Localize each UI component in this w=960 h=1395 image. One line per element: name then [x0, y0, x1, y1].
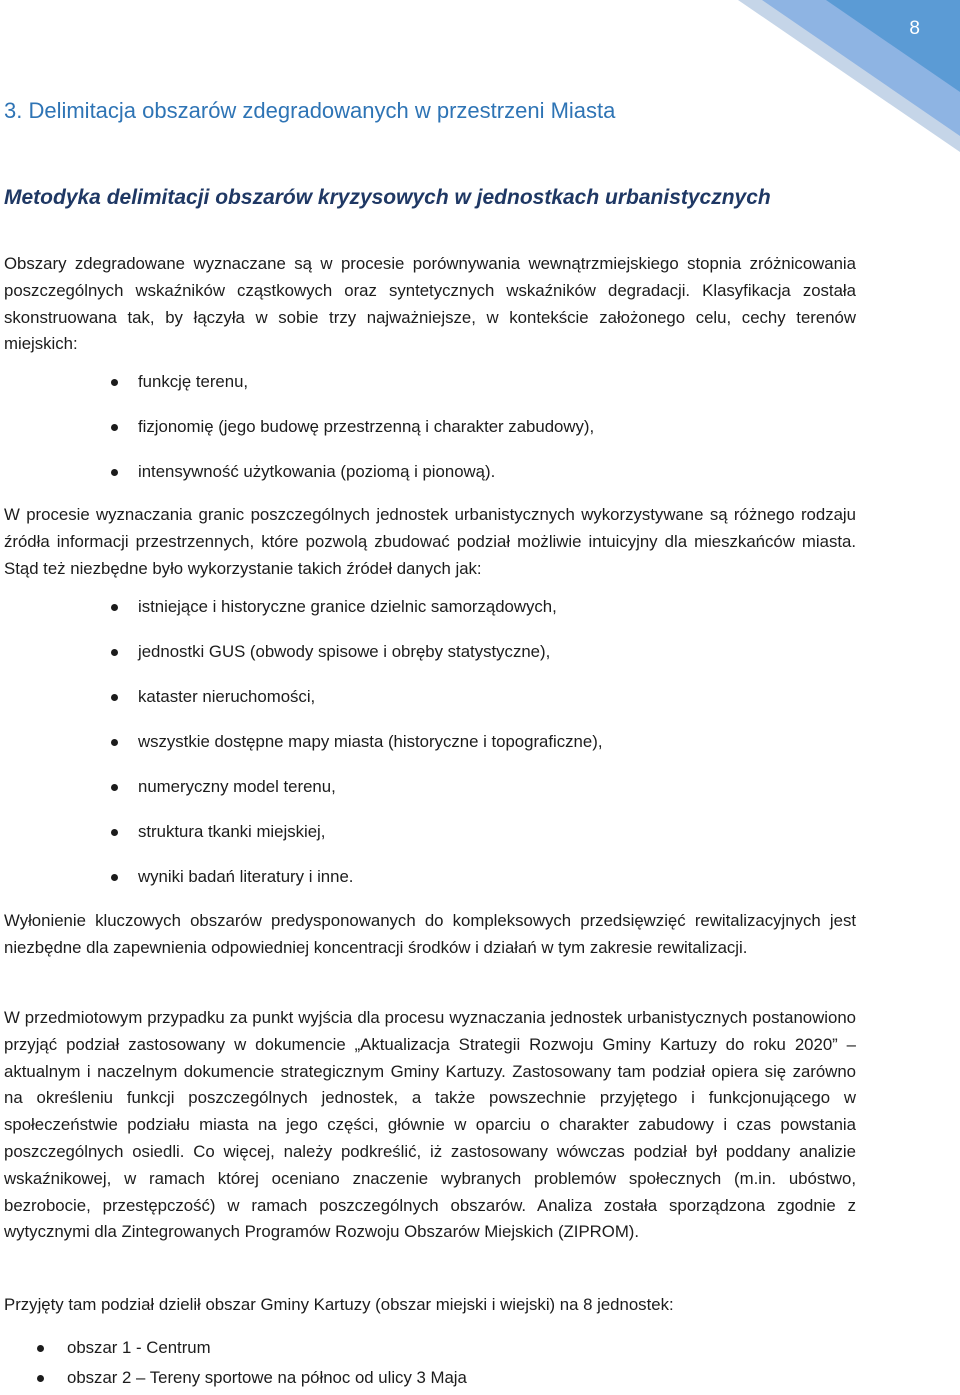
- paragraph-division: Przyjęty tam podział dzielił obszar Gminy Kartuzy (obszar miejski i wiejski) na 8 jednostek:: [4, 1295, 674, 1314]
- list-item-text: istniejące i historyczne granice dzielnic samorządowych,: [138, 597, 557, 616]
- subsection-heading: Metodyka delimitacji obszarów kryzysowych w jednostkach urbanistycznych: [4, 186, 771, 209]
- list-item-text: struktura tkanki miejskiej,: [138, 822, 326, 841]
- sources-list: [138, 594, 602, 909]
- bullet-icon: [111, 694, 118, 701]
- paragraph-key-areas: Wyłonienie kluczowych obszarów predysponowanych do kompleksowych przedsięwzięć rewitalizacyjnych jest niezbędne dla zapewnienia odpowiedniej koncentracji środków i działań w tym zakresie rewitalizacji.: [4, 911, 856, 957]
- list-item-text: funkcję terenu,: [138, 372, 249, 391]
- list-item-text: jednostki GUS (obwody spisowe i obręby statystyczne),: [138, 642, 551, 661]
- bullet-icon: [111, 739, 118, 746]
- bullet-icon: [111, 784, 118, 791]
- list-item: [138, 459, 594, 485]
- page-corner-decoration: [738, 0, 960, 152]
- list-item: [138, 684, 602, 710]
- list-item-text: obszar 1 - Centrum: [67, 1338, 211, 1357]
- list-item: [138, 819, 602, 845]
- list-item: [67, 1365, 467, 1391]
- section-heading: 3. Delimitacja obszarów zdegradowanych w przestrzeni Miasta: [4, 98, 616, 123]
- bullet-icon: [111, 604, 118, 611]
- bullet-icon: [111, 469, 118, 476]
- list-item: [138, 864, 602, 890]
- bullet-icon: [37, 1345, 44, 1352]
- list-item: [138, 414, 594, 440]
- list-item-text: numeryczny model terenu,: [138, 777, 336, 796]
- paragraph-sources: W procesie wyznaczania granic poszczególnych jednostek urbanistycznych wykorzystywane są różnego rodzaju źródła informacji przestrzennych, które pozwolą zbudować podział możliwie intuicyjny dla mieszkańców miasta. Stąd też niezbędne było wykorzystanie takich źródeł danych jak:: [4, 505, 856, 578]
- bullet-icon: [111, 379, 118, 386]
- list-item-text: kataster nieruchomości,: [138, 687, 316, 706]
- list-item-text: intensywność użytkowania (poziomą i pionową).: [138, 462, 496, 481]
- bullet-icon: [111, 874, 118, 881]
- list-item-text: fizjonomię (jego budowę przestrzenną i charakter zabudowy),: [138, 417, 595, 436]
- list-item-text: wyniki badań literatury i inne.: [138, 867, 354, 886]
- list-item-text: wszystkie dostępne mapy miasta (historyczne i topograficzne),: [138, 732, 603, 751]
- features-list: [138, 369, 594, 504]
- list-item: [67, 1335, 467, 1361]
- bullet-icon: [111, 424, 118, 431]
- paragraph-strategy: W przedmiotowym przypadku za punkt wyjścia dla procesu wyznaczania jednostek urbanistycznych postanowiono przyjąć podział zastosowany w dokumencie „Aktualizacja Strategii Rozwoju Gminy Kartuzy do roku 2020” – aktualnym i naczelnym dokumencie strategicznym Gminy Kartuzy. Zastosowany tam podział opiera się zarówno na określeniu funkcji poszczególnych jednostek, a także powszechnie przyjętego i funkcjonującego w społeczeństwie podziału miasta na jego części, głównie w oparciu o charakter zabudowy i czas powstania poszczególnych osiedli. Co więcej, należy podkreślić, iż zastosowany wówczas podział był poddany analizie wskaźnikowej, w ramach której oceniano znaczenie wybranych problemów społecznych (m.in. ubóstwo, bezrobocie, przestępczość) w ramach poszczególnych obszarów. Analiza została sporządzona zgodnie z wytycznymi dla Zintegrowanych Programów Rozwoju Obszarów Miejskich (ZIPROM).: [4, 1008, 856, 1242]
- list-item: [138, 639, 602, 665]
- bullet-icon: [111, 829, 118, 836]
- units-list: [67, 1335, 467, 1395]
- list-item: [138, 774, 602, 800]
- list-item: [138, 729, 602, 755]
- paragraph-intro: Obszary zdegradowane wyznaczane są w procesie porównywania wewnątrzmiejskiego stopnia zróżnicowania poszczególnych wskaźników cząstkowych oraz syntetycznych wskaźników degradacji. Klasyfikacja została skonstruowana tak, by łączyła w sobie trzy najważniejsze, w kontekście założonego celu, cechy terenów miejskich:: [4, 254, 856, 354]
- bullet-icon: [111, 649, 118, 656]
- list-item-text: obszar 2 – Tereny sportowe na północ od ulicy 3 Maja: [67, 1368, 467, 1387]
- page-number: 8: [909, 18, 920, 39]
- bullet-icon: [37, 1375, 44, 1382]
- list-item: [138, 369, 594, 395]
- list-item: [138, 594, 602, 620]
